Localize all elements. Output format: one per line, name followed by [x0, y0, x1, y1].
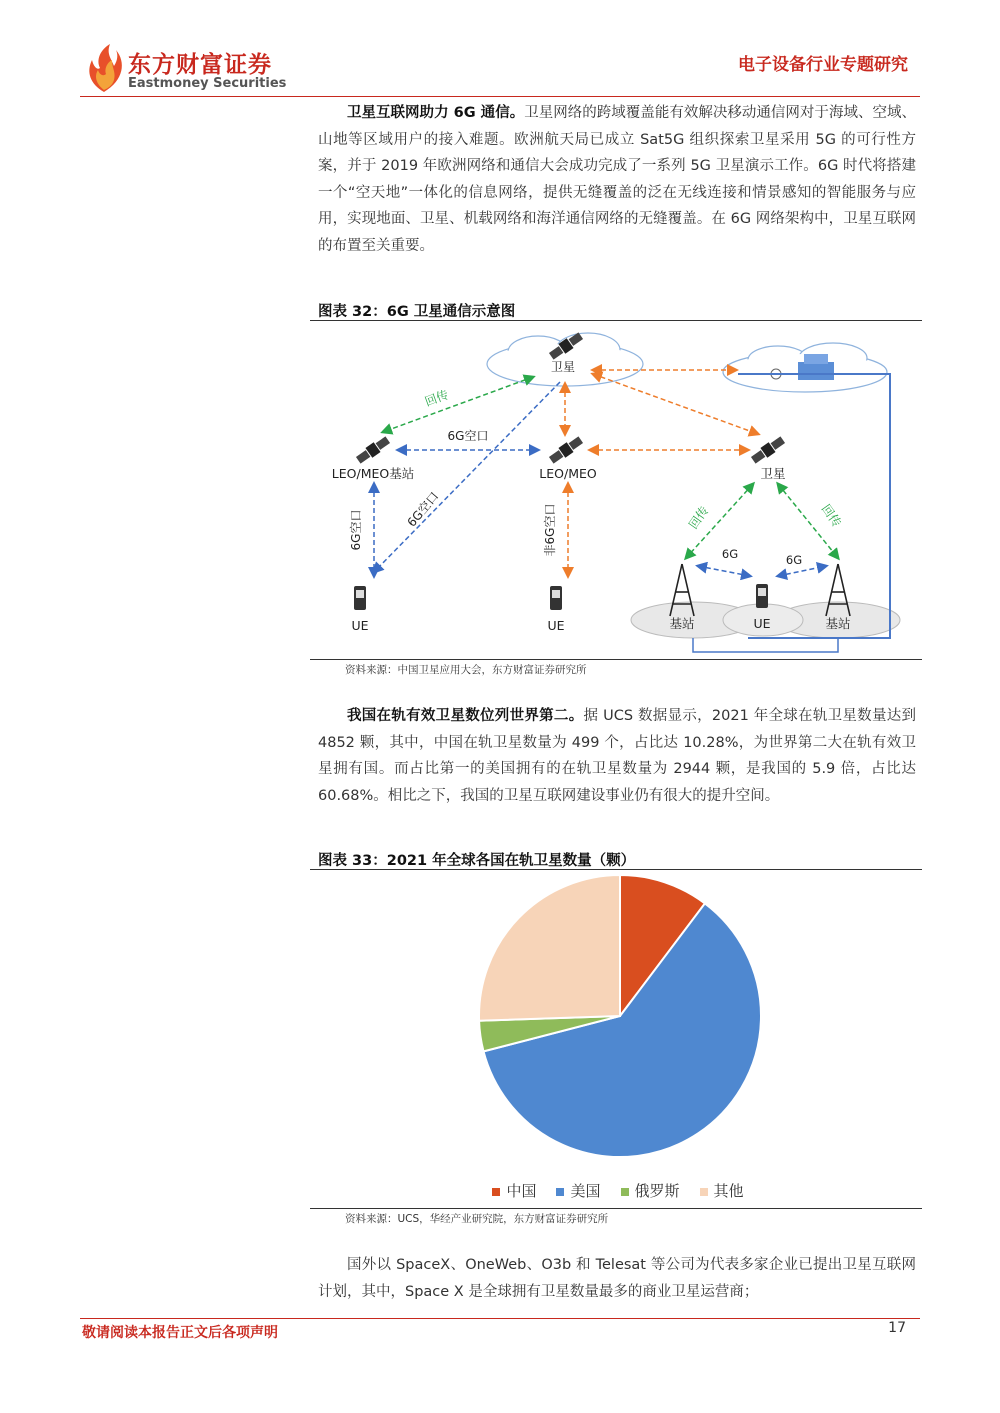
satellite-left-icon [355, 435, 391, 465]
pie-chart [318, 869, 918, 1204]
legend-label: 中国 [506, 1182, 537, 1200]
label-6g-air-vertical: 6G空口 [349, 509, 363, 551]
legend-swatch [556, 1188, 564, 1196]
company-logo [82, 42, 292, 98]
phone-icon-2 [550, 586, 562, 610]
figure-32-bottom-rule [310, 659, 922, 660]
label-sat-top: 卫星 [550, 360, 576, 374]
server-icon [798, 362, 834, 380]
legend-label: 美国 [570, 1182, 601, 1200]
label-6g-air: 6G空口 [447, 429, 489, 443]
legend-item-2 [621, 1182, 680, 1200]
legend-label: 其他 [713, 1182, 744, 1200]
page-number: 17 [888, 1320, 906, 1336]
legend-item-3 [700, 1182, 744, 1200]
legend-swatch [492, 1188, 500, 1196]
label-leo-meo-station: LEO/MEO基站 [331, 466, 415, 481]
label-backhaul-top: 回传 [422, 387, 451, 409]
figure-33-bottom-rule [310, 1208, 922, 1209]
figure-33-title: 图表 33：2021 年全球各国在轨卫星数量（颗） [318, 853, 636, 869]
satellite-middle-icon [548, 435, 584, 465]
label-ue-1: UE [351, 618, 369, 633]
pie-slice-3 [479, 875, 620, 1021]
paragraph-satellite-count [318, 703, 916, 809]
label-6g-air-diagonal: 6G空口 [404, 489, 442, 530]
label-ue-2: UE [547, 618, 565, 633]
footer-disclaimer: 敬请阅读本报告正文后各项声明 [82, 1325, 278, 1341]
legend-swatch [700, 1188, 708, 1196]
paragraph-lead: 我国在轨有效卫星数位列世界第二。 [347, 708, 584, 724]
figure-33-source: 资料来源：UCS，华经产业研究院，东方财富证券研究所 [345, 1213, 609, 1225]
label-base-1: 基站 [669, 616, 695, 631]
figure-32-diagram [318, 322, 918, 662]
company-name-en: Eastmoney Securities [128, 76, 287, 91]
cloud-network [723, 343, 887, 392]
legend-swatch [621, 1188, 629, 1196]
label-backhaul-right: 回传 [818, 501, 844, 530]
phone-icon-3 [756, 584, 768, 608]
flame-logo-icon [82, 42, 126, 94]
figure-32-top-rule [310, 320, 922, 321]
report-type: 电子设备行业专题研究 [738, 55, 908, 75]
company-name-cn: 东方财富证券 [128, 52, 272, 78]
legend-item-1 [556, 1182, 600, 1200]
figure-32-title: 图表 32：6G 卫星通信示意图 [318, 304, 516, 320]
satellite-right-icon [750, 435, 786, 465]
label-non-6g-air: 非6G空口 [543, 503, 557, 557]
footer-divider [80, 1318, 920, 1319]
label-6g-link-1: 6G [721, 547, 739, 561]
paragraph-body: 国外以 SpaceX、OneWeb、O3b 和 Telesat 等公司为代表多家企业已提出卫星互联网计划，其中，Space X 是全球拥有卫星数量最多的商业卫星运营商； [318, 1257, 916, 1300]
paragraph-body: 卫星网络的跨域覆盖能有效解决移动通信网对于海域、空域、山地等区域用户的接入难题。欧洲航天局已成立 Sat5G 组织探索卫星采用 5G 的可行性方案，并于 2019 年欧洲网络和通信大会成功完成了一系列 5G 卫星演示工作。6G 时代将搭建一个“空天地”一体化的信息网络，提供无缝覆盖的泛在无线连接和情景感知的智能服务与应用，实现地面、卫星、机载网络和海洋通信网络的无缝覆盖。在 6G 网络架构中，卫星互联网的布置至关重要。 [318, 105, 916, 254]
paragraph-body: 据 UCS 数据显示，2021 年全球在轨卫星数量达到 4852 颗，其中，中国在轨卫星数量为 499 个，占比达 10.28%，为世界第二大在轨有效卫星拥有国。而占比第一的美国拥有的在轨卫星数量为 2944 颗，是我国的 5.9 倍，占比达 60.68%。相比之下，我国的卫星互联网建设事业仍有很大的提升空间。 [318, 708, 917, 804]
label-leo-meo: LEO/MEO [539, 466, 597, 481]
label-6g-link-2: 6G [785, 553, 803, 567]
paragraph-lead: 卫星互联网助力 6G 通信。 [347, 105, 525, 121]
pie-legend [318, 1180, 918, 1201]
header-divider [80, 96, 920, 97]
legend-label: 俄罗斯 [634, 1182, 680, 1200]
label-ue-3: UE [753, 616, 771, 631]
label-backhaul-left: 回传 [686, 503, 712, 532]
legend-item-0 [492, 1182, 536, 1200]
phone-icon-1 [354, 586, 366, 610]
figure-32-source: 资料来源：中国卫星应用大会，东方财富证券研究所 [345, 664, 587, 676]
paragraph-6g-satellite [318, 100, 916, 259]
label-sat-right: 卫星 [760, 466, 786, 481]
paragraph-foreign-companies [318, 1252, 916, 1305]
label-base-2: 基站 [825, 616, 851, 631]
